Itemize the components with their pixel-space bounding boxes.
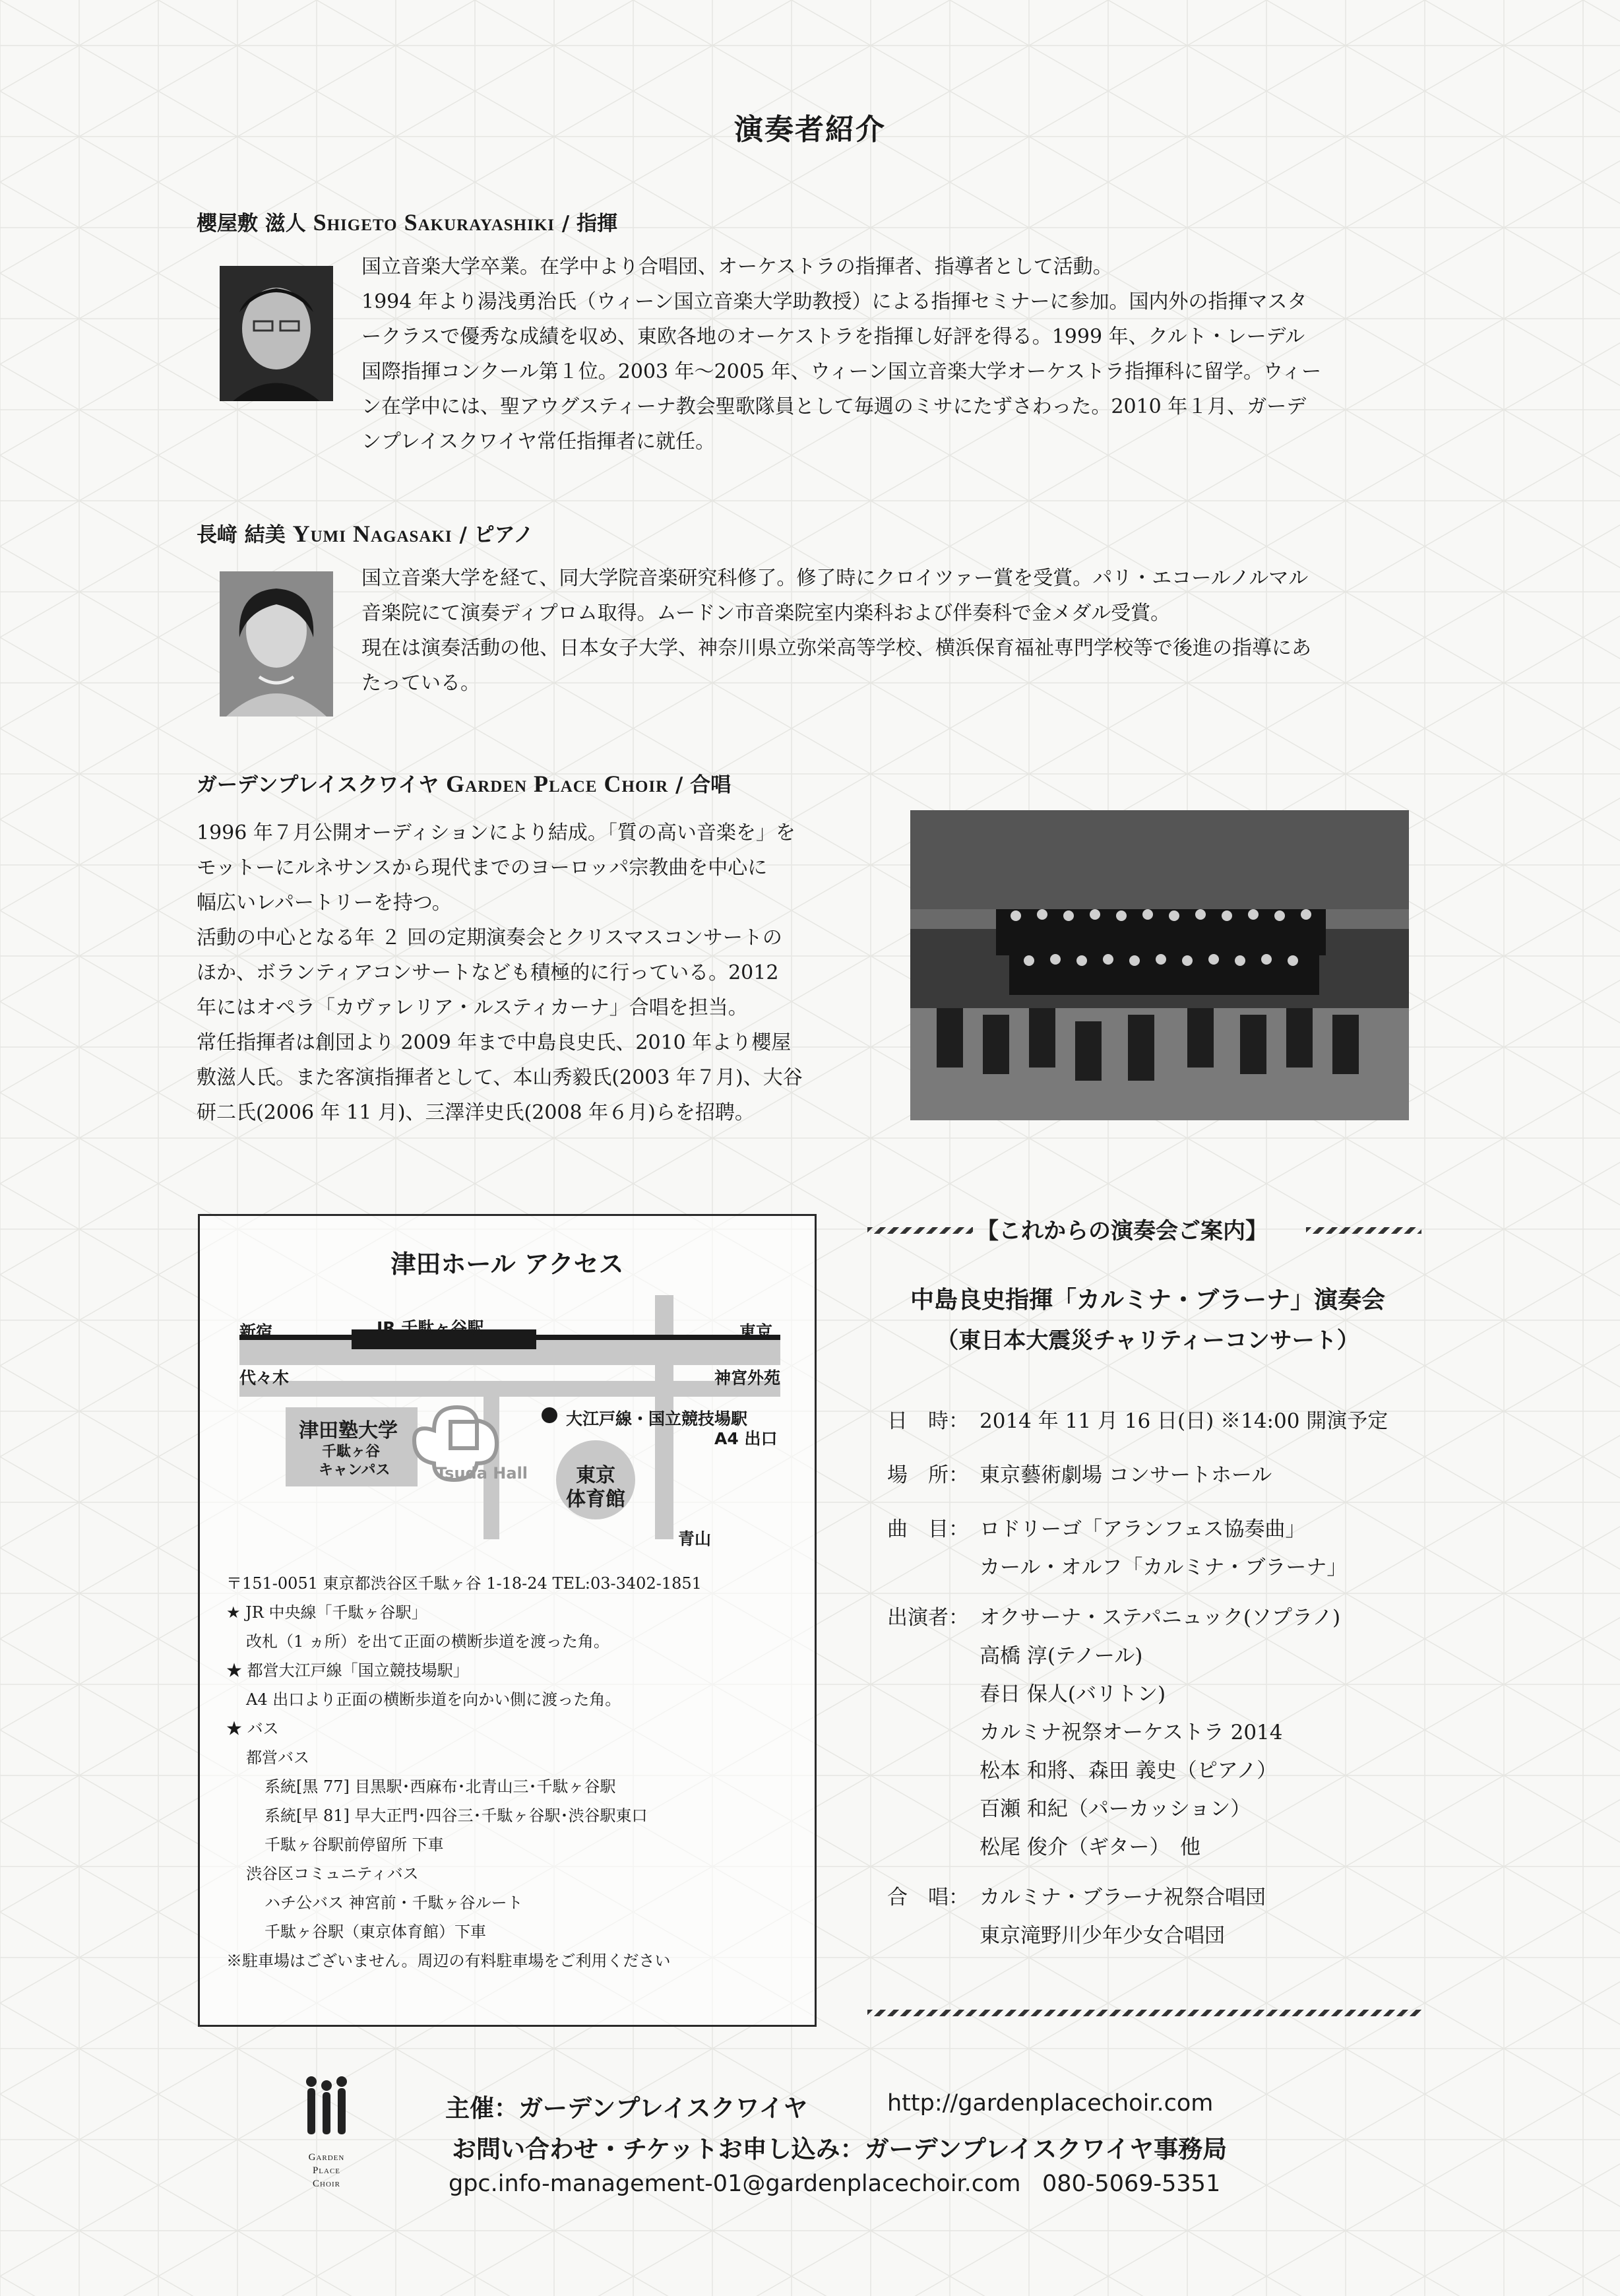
concert-performers-row: 出演者： オクサーナ・ステパニュック(ソプラノ) 高橋 淳(テノール) 春日 保人(バリトン) カルミナ祝祭オーケストラ 2014 松本 和將、森田 義史（ピアノ） 百瀬 和紀（パーカッション） 松尾 俊介（ギター） 他 xyxy=(887,1606,1341,1859)
map-label-tsuda-univ: 津田塾大学 xyxy=(299,1419,398,1442)
concert-date-row: 日 時： 2014 年 11 月 16 日(日) ※14:00 開演予定 xyxy=(887,1409,1388,1433)
upcoming-title: 【これからの演奏会ご案内】 xyxy=(976,1218,1268,1244)
footer-email[interactable]: gpc.info-management-01@gardenplacechoir.com xyxy=(449,2171,1021,2197)
map-label-tokyo: 東京 xyxy=(739,1322,773,1341)
performer-name-en: Shigeto Sakurayashiki xyxy=(313,209,555,236)
map-label-yoyogi: 代々木 xyxy=(239,1368,290,1387)
performer-name-en: Garden Place Choir xyxy=(446,771,669,797)
concert-program-row: 曲 目： ロドリーゴ「アランフェス協奏曲」 カール・オルフ「カルミナ・ブラーナ」 xyxy=(887,1517,1348,1579)
map-label-tsuda-campus-2: キャンパス xyxy=(319,1462,390,1479)
performer-heading-conductor xyxy=(197,207,617,236)
address: 〒151-0051 東京都渋谷区千駄ヶ谷 1-18-24 TEL:03-3402-1851 xyxy=(226,1574,702,1593)
performer-role: / 合唱 xyxy=(675,773,732,797)
performer-name-en: Yumi Nagasaki xyxy=(292,521,452,547)
concert-title: 中島良史指揮「カルミナ・ブラーナ」演奏会 xyxy=(910,1287,1385,1314)
map-label-aoyama: 青山 xyxy=(678,1529,712,1548)
conductor-photo xyxy=(220,266,333,401)
choir-concert-photo xyxy=(910,810,1409,1120)
performer-name-ja: 長﨑 結美 xyxy=(197,523,286,547)
map-label-gym-2: 体育館 xyxy=(566,1488,625,1511)
access-directions: 〒151-0051 東京都渋谷区千駄ヶ谷 1-18-24 TEL:03-3402-1851 ★ JR 中央線「千駄ヶ谷駅」 改札（1 ヵ所）を出て正面の横断歩道を渡った角。 ★ 都営大江戸線「国立競技場駅」 A4 出口より正面の横断歩道を向かい側に渡った角。 ★ バス 都営バス 系統[黒 77] 目黒駅･西麻布･北青山三･千駄ヶ谷駅 系統[早 81] 早大正門･四谷三･千駄ヶ谷駅･渋谷駅東口 千駄ヶ谷駅前停留所 下車 渋谷区コミュニティバス ハチ公バス 神宮前・千駄ヶ谷ルート 千駄ヶ谷駅（東京体育館）下車 ※駐車場はございません。周辺の有料駐車場をご利用ください xyxy=(226,1569,794,1975)
concert-chorus-row: 合 唱： カルミナ・ブラーナ祝祭合唱団 東京滝野川少年少女合唱団 xyxy=(887,1886,1266,1948)
map-label-jr: JR 千駄ヶ谷駅 xyxy=(377,1318,484,1337)
performer-name-ja: ガーデンプレイスクワイヤ xyxy=(197,773,439,797)
choir-logo-icon xyxy=(297,2075,356,2141)
pianist-photo xyxy=(220,571,333,717)
map-label-jingu: 神宮外苑 xyxy=(714,1368,781,1387)
pianist-bio: 国立音楽大学を経て、同大学院音楽研究科修了。修了時にクロイツァー賞を受賞。パリ・エコールノルマル 音楽院にて演奏ディプロム取得。ムードン市音楽院室内楽科および伴奏科で金メダル受賞。 現在は演奏活動の他、日本女子大学、神奈川県立弥栄高等学校、横浜保育福祉専門学校等で後進の指導にあ たっている。 xyxy=(361,567,1311,695)
performer-role: / ピアノ xyxy=(459,523,534,547)
performer-heading-pianist xyxy=(197,518,534,548)
map-label-a4-exit: A4 出口 xyxy=(714,1429,778,1448)
section-title: 演奏者紹介 xyxy=(734,113,886,146)
divider-bottom xyxy=(867,2010,1421,2016)
choir-logo-text: Garden Place Choir xyxy=(308,2152,345,2189)
performer-heading-choir xyxy=(197,768,731,798)
footer-phone: 080-5069-5351 xyxy=(1042,2171,1221,2197)
conductor-bio: 国立音楽大学卒業。在学中より合唱団、オーケストラの指揮者、指導者として活動。 1994 年より湯浅勇治氏（ウィーン国立音楽大学助教授）による指揮セミナーに参加。国内外の指揮マスタ ークラスで優秀な成績を収め、東欧各地のオーケストラを指揮し好評を得る。1999 年、クルト・レーデル 国際指揮コンクール第１位。2003 年〜2005 年、ウィーン国立音楽大学オーケストラ指揮科に留学。ウィー ン在学中には、聖アウグスティーナ教会聖歌隊員として毎週のミサにたずさわった。2010 年１月、ガーデ ンプレイスクワイヤ常任指揮者に就任。 xyxy=(361,255,1322,453)
divider-left xyxy=(867,1227,973,1234)
access-map-box xyxy=(198,1214,817,2027)
footer-url[interactable]: http://gardenplacechoir.com xyxy=(887,2090,1214,2117)
access-title: 津田ホール アクセス xyxy=(390,1250,624,1279)
map-label-oedo: 大江戸線・国立競技場駅 xyxy=(566,1409,748,1428)
map-label-tsuda-campus: 千駄ヶ谷 xyxy=(322,1444,381,1460)
map-label-shinjuku: 新宿 xyxy=(239,1322,273,1341)
choir-bio: 1996 年７月公開オーディションにより結成。「質の高い音楽を」を モットーにルネサンスから現代までのヨーロッパ宗教曲を中心に 幅広いレパートリーを持つ。 活動の中心となる年 ２ 回の定期演奏会とクリスマスコンサートの ほか、ボランティアコンサートなども積極的に行っている。2012 年にはオペラ「カヴァレリア・ルスティカーナ」合唱を担当。 常任指揮者は創団より 2009 年まで中島良史氏、2010 年より櫻屋 敷滋人氏。また客演指揮者として、本山秀毅氏(2003 年７月)、大谷 研二氏(2006 年 11 月)、三澤洋史氏(2008 年６月)らを招聘。 xyxy=(197,821,803,1124)
footer-organizer: 主催：ガーデンプレイスクワイヤ xyxy=(445,2094,808,2122)
concert-venue-row: 場 所： 東京藝術劇場 コンサートホール xyxy=(887,1463,1272,1487)
concert-subtitle: （東日本大震災チャリティーコンサート） xyxy=(936,1327,1359,1354)
map-label-gym-1: 東京 xyxy=(576,1464,615,1487)
divider-right xyxy=(1306,1227,1421,1234)
footer-inquiry: お問い合わせ・チケットお申し込み：ガーデンプレイスクワイヤ事務局 xyxy=(452,2135,1228,2163)
performer-role: / 指揮 xyxy=(561,212,617,236)
map-label-tsuda-hall: Tsuda Hall xyxy=(436,1464,528,1483)
performer-name-ja: 櫻屋敷 滋人 xyxy=(197,212,306,236)
concert-info xyxy=(887,1402,1388,1955)
